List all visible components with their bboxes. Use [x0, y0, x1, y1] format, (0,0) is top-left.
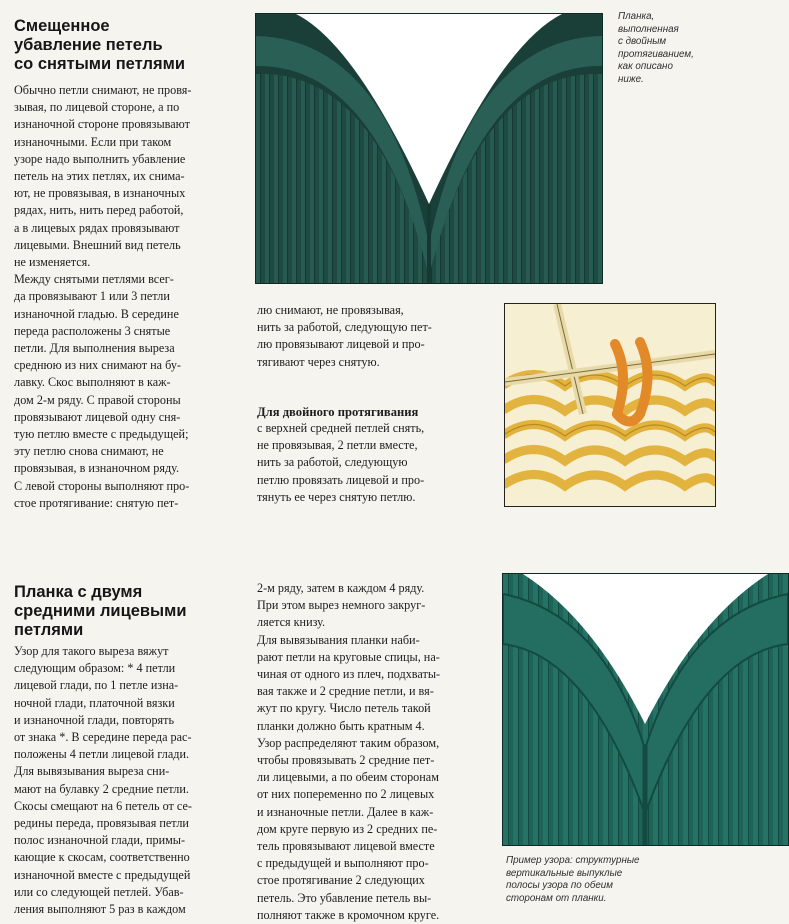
- section1-col1-text: Обычно петли снимают, не провя- зывая, по лицевой стороне, а по изнаночной стороне провязывают изнаночными. Если при таком узоре надо выполнить убавление петель на этих петлях, их снима- ют, не провязывая, в изнаночных рядах, нить, нить перед работой, а в лицевых рядах провязывают лицевыми. Внешний вид петель не изменяется. Между снятыми петлями всег- да провязывают 1 или 3 петли изнаночной гладью. В середине переда расположены 3 снятые петли. Для выполнения выреза среднюю из них снимают на бу- лавку. Скос выполняют в каж- дом 2-м ряду. С правой стороны провязывают лицевой одну сня- тую петлю вместе с предыдущей; эту петлю снова снимают, не провязывая, в изнаночном ряду. С левой стороны выполняют про- стое протягивание: снятую пет-: [14, 83, 192, 510]
- section2-photo-caption: Пример узора: структурные вертикальные выпуклые полосы узора по обеим сторонам от планки.: [506, 855, 640, 904]
- section2-col1-text: Узор для такого выреза вяжут следующим образом: * 4 петли лицевой глади, по 1 петле изна- ночной глади, платочной вязки и изнаночной глади, повторять от знака *. В середине переда рас- положены 4 петли лицевой глади. Для вывязывания выреза сни- мают на булавку 2 средние петли. Скосы смещают на 6 петель от се- редины переда, провязывая петли полос изнаночной глади, примы- кающие к скосам, соответственно изнаночной вместе с предыдущей или со следующей петлей. Убав- ления выполняют 5 раз в каждом: [14, 644, 192, 917]
- section1-photo-double-slip-band: [255, 13, 603, 284]
- double-slip-text: с верхней средней петлей снять, не провязывая, 2 петли вместе, нить за работой, следующую петлю провязать лицевой и про- тянуть ее через снятую петлю.: [257, 421, 425, 504]
- section2-photo-band-example: [502, 573, 789, 846]
- section1-double-slip-block: [257, 405, 497, 506]
- section2-col2-text: 2-м ряду, затем в каждом 4 ряду. При этом вырез немного закруг- ляется книзу. Для вывязывания планки наби- рают петли на круговые спицы, на- чиная от одного из плеч, подхваты- вая также и 2 средние петли, и вя- жут по кругу. Число петель такой планки должно быть кратным 4. Узор распределяют таким образом, чтобы провязывать 2 средние пет- ли лицевыми, а по обеим сторонам от них попеременно по 2 лицевых и изнаночные петли. Далее в каж- дом круге первую из 2 средних пе- тель провязывают лицевой вместе с предыдущей и выполняют про- стое протягивание 2 следующих петель. Это убавление петель вы- полняют также в кромочном круге.: [257, 581, 441, 922]
- section1-col2-text: лю снимают, не провязывая, нить за работой, следующую пет- лю провязывают лицевой и про- тягивают через снятую.: [257, 303, 432, 369]
- section1-title: Смещенное убавление петель со снятыми петлями: [14, 17, 185, 73]
- section1-photo-caption: Планка, выполненная с двойным протягиванием, как описано ниже.: [618, 11, 694, 85]
- section2-title: Планка с двумя средними лицевыми петлями: [14, 583, 187, 639]
- knitting-illustration: [504, 303, 716, 507]
- double-slip-subheading: Для двойного протягивания: [257, 405, 419, 419]
